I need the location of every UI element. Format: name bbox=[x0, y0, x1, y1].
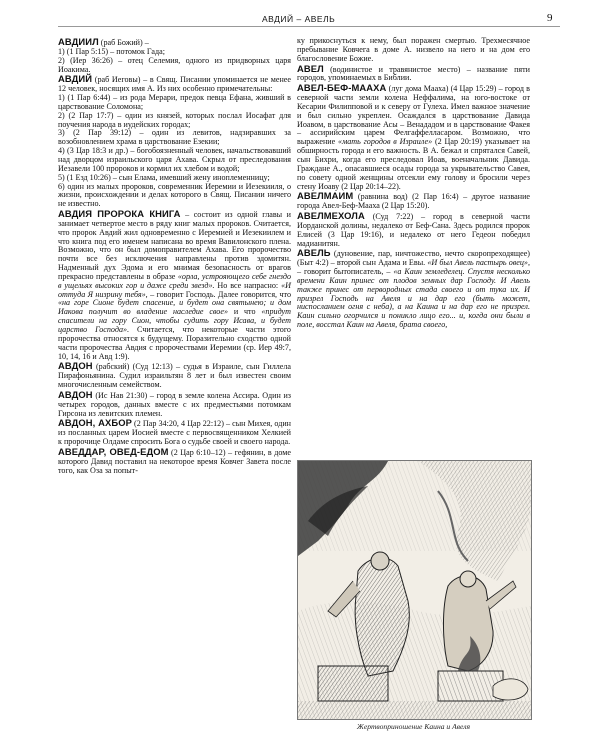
entry-text: (Суд 7:22) – город в северной части Иорданской долины, недалеко от Беф-Сана. Здесь родился пророк Елисей (3 Цар 19:16), и недалеко от него Гедеон победил мадианитян. bbox=[297, 212, 530, 248]
entry-text: 3) (2 Пар 39:12) – один из левитов, надзиравших за возобновлением храма в царствование Езекии; bbox=[58, 128, 291, 147]
entry-avel bbox=[297, 64, 530, 84]
entry-text: , – говорит бытописатель, – bbox=[297, 258, 530, 277]
entry-text: и что bbox=[228, 307, 262, 317]
headword: АВЕЛЬ bbox=[297, 247, 331, 259]
header-rule bbox=[58, 26, 560, 27]
entry-text: 2) (Иер 36:26) – отец Селемия, одного из придворных царя Иоакима. bbox=[58, 55, 291, 74]
quote-text: «И оттуда Я низрину тебя» bbox=[58, 280, 291, 299]
entry-avelmaim bbox=[297, 191, 530, 211]
entry-avdon-judge bbox=[58, 361, 291, 390]
entry-text: Считается, что некоторые части этого пророчества относятся к будущему. Поразительно сходство одной части пророчества Авдия с пророчествами Иеремии (ср. Иер 49:7, 10, 14, 16 и Авд 1:9). bbox=[58, 325, 291, 361]
headword: АВДИИЛ bbox=[58, 36, 99, 47]
quote-text: «орла, устрояющего себе гнездо в ущельях высоких гор и даже среди звезд». bbox=[58, 271, 291, 290]
headword: АВДИЯ ПРОРОКА КНИГА bbox=[58, 208, 181, 220]
entry-avdiil bbox=[58, 37, 291, 74]
entry-text: , – говорит Господь. Далее говорится, что bbox=[145, 289, 291, 299]
headword: АВЕЛМАИМ bbox=[297, 190, 354, 202]
headword: АВЕДДАР, ОВЕД-ЕДОМ bbox=[58, 445, 169, 457]
right-column bbox=[297, 37, 530, 330]
entry-text: (рабский) (Суд 12:13) – судья в Израиле, сын Гиллела Пирафоньянина. Судил израильтян 8 лет и был известен своим многочисленным семейством. bbox=[58, 362, 291, 390]
entry-text: (раб Иеговы) – в Свящ. Писании упоминается не менее 12 человек, носящих имя А. Из них особенно примечательны: bbox=[58, 75, 291, 94]
entry-text: 1) (1 Пар 6:44) – из рода Мерари, предок певца Ефана, живший в царствование Соломона; bbox=[58, 93, 291, 111]
entry-aveddar bbox=[58, 447, 291, 476]
entry-text: (2 Цар 20:19) указывает на обширность города и его важность. В А. бежал и спрятался Савей, сын Бихри, когда его преследовал Иоав, военачальник Давида. Граждане А., опасавшиеся осады города за укрывательство Савея, по совету одной женщины отсекли ему голову и бросили через стену Иоаву (2 Цар 20:14–22). bbox=[297, 137, 530, 191]
quote-text: «мать городов в Израиле» bbox=[338, 137, 433, 147]
entry-avelmehola bbox=[297, 211, 530, 248]
engraving-drawing bbox=[298, 461, 531, 719]
entry-text: – состоит из одной главы и занимает четвертое место в ряду книг малых пророков. Считается, что пророк Авдий жил одновременно с Иеремией и Иезекиилем и что книга под его именем написана во время Вавилонского плена. Возможно, что он был домоправителем Ахава. Его пророчество почти все без исключения направлены против эдомитян. Надменный дух Эдома и его мнимая безопасность от врагов прекрасно представлены в образе bbox=[58, 210, 291, 281]
headword: АВЕЛ-БЕФ-МААХА bbox=[297, 82, 387, 94]
entry-text: (2 Пар 34:20, 4 Цар 22:12) – сын Михея, один из посланных царем Иосией вместе с первосвященником Хелкией к пророчице Олдаме спросить Бога о судьбе своей и своего народа. bbox=[58, 419, 291, 447]
entry-text: (равнина вод) (2 Пар 16:4) – другое название города Авел-Беф-Мааха (2 Цар 15:20). bbox=[297, 192, 530, 211]
entry-text: (2 Цар 6:10–12) – гефянин, в доме которого Давид поставил на некоторое время Ковчег Завета после того, как Оза за попыт- bbox=[58, 447, 291, 475]
engraving-illustration bbox=[297, 460, 532, 720]
headword: АВДОН bbox=[58, 360, 93, 372]
headword: АВДИЙ bbox=[58, 73, 93, 85]
entry-avel-abel bbox=[297, 248, 530, 330]
entry-avdon-city bbox=[58, 390, 291, 419]
quote-text: «И был Авель пастырь овец» bbox=[427, 258, 528, 268]
headword: АВЕЛМЕХОЛА bbox=[297, 210, 365, 222]
entry-continuation: ку прикоснуться к нему, был поражен смертью. Трехмесячное пребывание Ковчега в доме А. низвело на него и на дом его благословение Божие. bbox=[297, 36, 530, 63]
entry-text: (Ис Нав 21:30) – город в земле колена Ассира. Один из четырех городов, данных вместе с их предместьями потомкам Гирсона из левитских племен. bbox=[58, 390, 291, 418]
entry-text: 6) один из малых пророков, современник Иеремии и Иезекииля, о жизни, происхождении и делах которого в Свящ. Писании ничего не известно. bbox=[58, 181, 291, 209]
entry-text: (луг дома Мааха) (4 Цар 15:29) – город в северной части земли колена Неффалима, на юго-востоке от Кесарии Филипповой и к северу от Гулеха. Имел важное значение и был сильно укреплен. Осаждался в царствование Давида Иоавом, в царствование Асы – Венададом и в царствование Факея – ассирийским царем Фелгаффелласаром. Возможно, что выражение bbox=[297, 84, 530, 147]
headword: АВДОН, АХБОР bbox=[58, 417, 132, 429]
quote-text: «придут спасители на гору Сион, чтобы судить гору Исава, и будет царство Господа». bbox=[58, 307, 291, 334]
entry-avel-bef-maaha bbox=[297, 83, 530, 191]
headword: АВЕЛ bbox=[297, 62, 324, 74]
entry-text: (водинистое и травянистое место) – название пяти городов, упоминаемых в Библии. bbox=[297, 64, 530, 83]
quote-text: «а Каин земледелец. Спустя несколько времени Каин принес от плодов земных дар Господу. И Авель также принес от первородных стада своего и от тука их. И призрел Господь на Авеля и на дар его (быть может, ниспосланием огня с неба), а на Каина и на дар его не призрел. Каин сильно огорчился и поникло лицо его... и, когда они были в поле, восстал Каин на Авеля, брата своего, bbox=[297, 267, 530, 330]
altar-left bbox=[318, 666, 388, 701]
entry-text: (дуновение, пар, ничтожество, нечто скоропреходящее) (Быт 4:2) – второй сын Адама и Евы. bbox=[297, 249, 530, 268]
left-column bbox=[58, 37, 291, 476]
entry-avdon-ahbor bbox=[58, 418, 291, 447]
entry-text: 1) (1 Пар 5:15) – потомок Гада; bbox=[58, 46, 165, 56]
entry-avdiy bbox=[58, 74, 291, 209]
entry-text: 2) (2 Пар 17:7) – один из князей, которых послал Иосафат для поучения народа в иудейских городах; bbox=[58, 110, 291, 129]
running-head-title: АВДИЙ – АВЕЛЬ bbox=[262, 14, 336, 24]
headword: АВДОН bbox=[58, 388, 93, 400]
entry-avdiya-book bbox=[58, 209, 291, 361]
entry-text: (раб Божий) – bbox=[98, 38, 149, 47]
entry-text: 4) (3 Цар 18:3 и др.) – богобоязненный человек, начальствовавший над дворцом израильского царя Ахава. Скрыл от преследования Иезавели 100 пророков и кормил их хлебом и водой; bbox=[58, 146, 291, 173]
page-number: 9 bbox=[547, 12, 553, 24]
figure-caption: Жертвоприношение Каина и Авеля bbox=[356, 722, 471, 731]
running-head bbox=[0, 0, 600, 30]
entry-text: Но все напрасно: bbox=[214, 280, 282, 290]
quote-text: «на горе Сионе будет спасение, и будет она святынею; и дом Иакова получит во владение наследие свое» bbox=[58, 298, 291, 317]
sheep bbox=[493, 679, 528, 700]
entry-text: 5) (1 Езд 10:26) – сын Елама, имевший жену иноплеменницу; bbox=[58, 172, 270, 182]
